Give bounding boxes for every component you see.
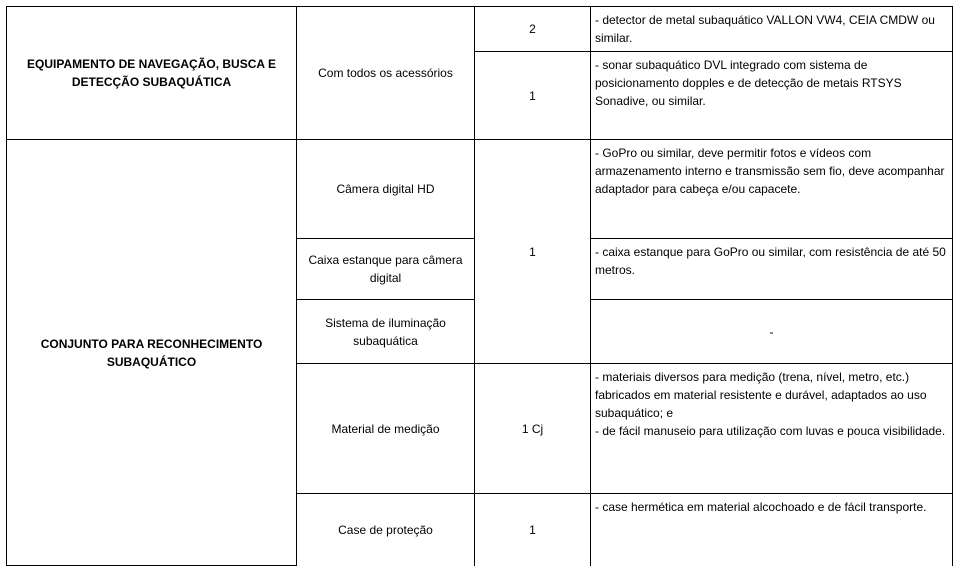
quantity-cell: 1 — [475, 494, 591, 566]
description-cell: - caixa estanque para GoPro ou similar, com resistência de até 50 metros. — [591, 239, 953, 300]
description-cell: - — [591, 300, 953, 364]
description-line: - materiais diversos para medição (trena, nível, metro, etc.) fabricados em material resistente e durável, adaptados ao uso subaquático; e — [595, 370, 927, 420]
category-cell: EQUIPAMENTO DE NAVEGAÇÃO, BUSCA E DETECÇÃO SUBAQUÁTICA — [7, 7, 297, 140]
description-cell: - case hermética em material alcochoado e de fácil transporte. — [591, 494, 953, 566]
item-cell: Case de proteção — [297, 494, 475, 566]
quantity-cell: 1 — [475, 52, 591, 140]
category-cell: CONJUNTO PARA RECONHECIMENTO SUBAQUÁTICO — [7, 140, 297, 566]
item-cell: Com todos os acessórios — [297, 7, 475, 140]
quantity-cell: 2 — [475, 7, 591, 52]
item-cell: Sistema de iluminação subaquática — [297, 300, 475, 364]
item-cell: Material de medição — [297, 364, 475, 494]
table-row — [7, 140, 953, 239]
item-cell: Câmera digital HD — [297, 140, 475, 239]
description-line: - de fácil manuseio para utilização com luvas e pouca visibilidade. — [595, 424, 946, 438]
description-cell: - GoPro ou similar, deve permitir fotos e vídeos com armazenamento interno e transmissão sem fio, deve acompanhar adaptador para cabeça e/ou capacete. — [591, 140, 953, 239]
item-cell: Caixa estanque para câmera digital — [297, 239, 475, 300]
table-row — [7, 7, 953, 52]
description-cell — [591, 364, 953, 494]
description-cell: - sonar subaquático DVL integrado com sistema de posicionamento dopples e de detecção de metais RTSYS Sonadive, ou similar. — [591, 52, 953, 140]
quantity-cell: 1 — [475, 140, 591, 364]
description-cell: - detector de metal subaquático VALLON VW4, CEIA CMDW ou similar. — [591, 7, 953, 52]
equipment-table — [6, 6, 953, 566]
quantity-cell: 1 Cj — [475, 364, 591, 494]
